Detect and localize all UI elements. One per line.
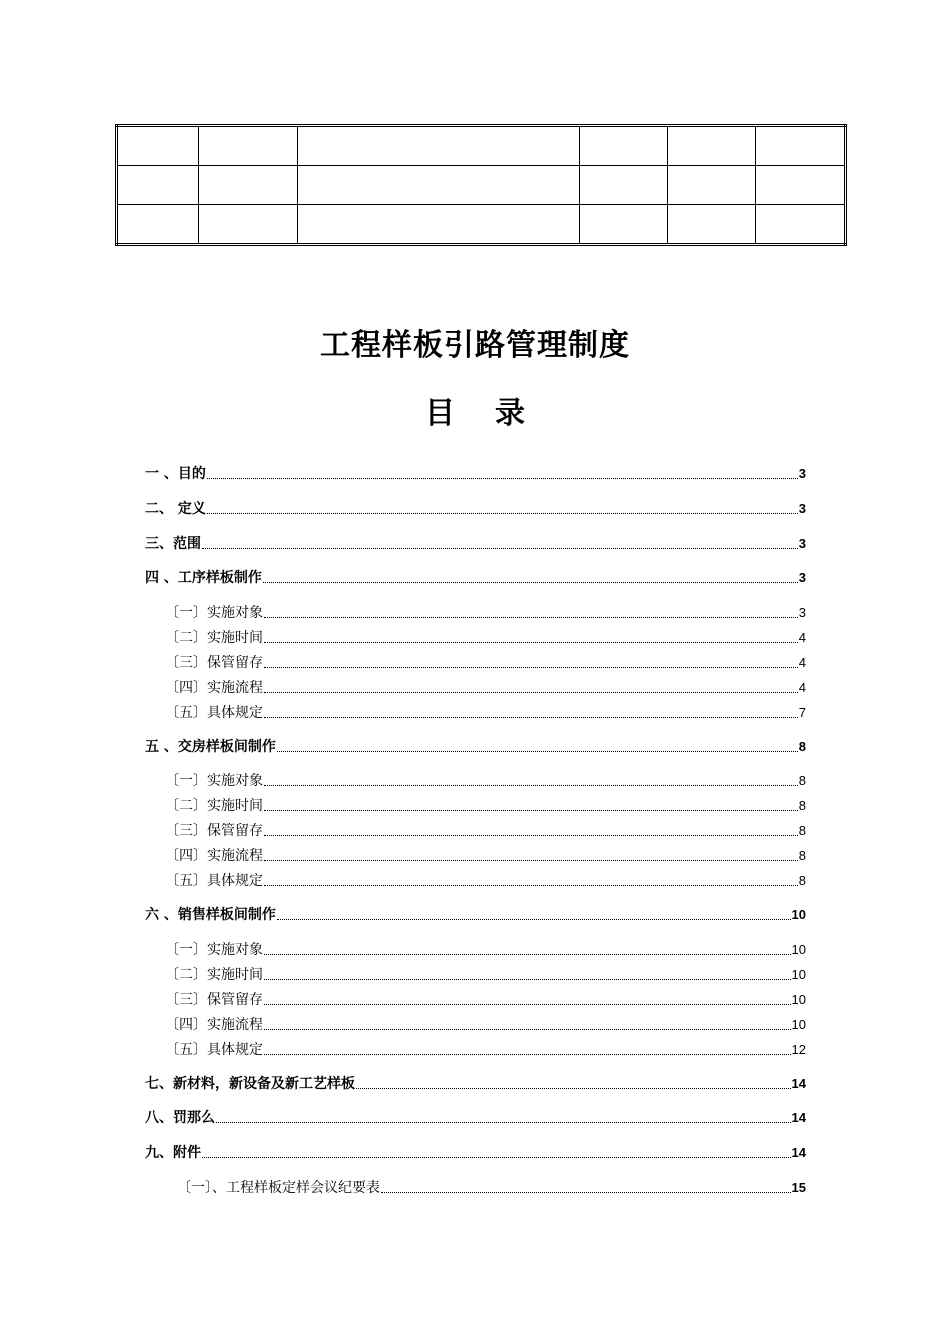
toc-entry[interactable]	[165, 964, 806, 984]
toc-page-number: 3	[798, 466, 806, 481]
toc-entry[interactable]	[145, 904, 806, 924]
toc-entry[interactable]	[165, 677, 806, 697]
toc-dot-leader	[264, 1053, 791, 1055]
toc-dot-leader	[264, 1028, 791, 1030]
toc-dot-leader	[264, 666, 798, 668]
toc-entry[interactable]	[145, 1142, 806, 1162]
toc-dot-leader	[263, 581, 798, 583]
toc-page-number: 4	[798, 630, 806, 645]
toc-entry-label: 〔二〕实施时间	[165, 630, 263, 646]
toc-entry-label: 〔一〕、工程样板定样会议纪要表	[177, 1180, 380, 1196]
toc-entry-label: 一 、目的	[145, 466, 206, 482]
toc-page-number: 4	[798, 655, 806, 670]
toc-page-number: 10	[791, 907, 806, 922]
toc-page-number: 10	[791, 942, 806, 957]
toc-entry-label: 二、 定义	[145, 501, 206, 517]
toc-entry-label: 〔四〕实施流程	[165, 1017, 263, 1033]
toc-dot-leader	[216, 1121, 791, 1123]
toc-entry-label: 四 、工序样板制作	[145, 570, 262, 586]
toc-page-number: 15	[791, 1180, 806, 1195]
toc-dot-leader	[277, 750, 798, 752]
toc-page-number: 8	[798, 739, 806, 754]
toc-dot-leader	[381, 1191, 791, 1193]
toc-page-number: 14	[791, 1110, 806, 1125]
toc-entry-label: 七、新材料，新设备及新工艺样板	[145, 1076, 355, 1092]
toc-dot-leader	[264, 691, 798, 693]
toc-dot-leader	[264, 716, 798, 718]
toc-entry-label: 〔三〕保管留存	[165, 992, 263, 1008]
toc-dot-leader	[264, 1003, 791, 1005]
toc-entry-label: 六 、销售样板间制作	[145, 907, 276, 923]
toc-page-number: 10	[791, 967, 806, 982]
toc-entry[interactable]	[145, 567, 806, 587]
toc-entry-label: 八、罚那么	[145, 1110, 215, 1126]
toc-dot-leader	[202, 1156, 791, 1158]
toc-entry-label: 〔五〕具体规定	[165, 873, 263, 889]
toc-dot-leader	[277, 918, 791, 920]
toc-page-number: 8	[798, 873, 806, 888]
toc-entry-label: 〔一〕实施对象	[165, 605, 263, 621]
toc-entry[interactable]	[145, 736, 806, 756]
toc-dot-leader	[264, 953, 791, 955]
toc-dot-leader	[264, 809, 798, 811]
toc-page-number: 10	[791, 1017, 806, 1032]
toc-dot-leader	[264, 978, 791, 980]
toc-entry[interactable]	[145, 1073, 806, 1093]
toc-page-number: 4	[798, 680, 806, 695]
toc-entry[interactable]	[165, 652, 806, 672]
toc-entry-label: 〔一〕实施对象	[165, 773, 263, 789]
toc-entry-label: 九、附件	[145, 1145, 201, 1161]
toc-page-number: 7	[798, 705, 806, 720]
toc-entry[interactable]	[165, 939, 806, 959]
toc-dot-leader	[356, 1087, 791, 1089]
toc-entry-label: 〔三〕保管留存	[165, 655, 263, 671]
toc-entry[interactable]	[165, 702, 806, 722]
toc-entry-label: 〔五〕具体规定	[165, 705, 263, 721]
toc-heading-char-1: 目	[425, 396, 455, 431]
toc-dot-leader	[207, 512, 798, 514]
toc-dot-leader	[264, 834, 798, 836]
toc-entry[interactable]	[177, 1177, 806, 1197]
toc-entry[interactable]	[165, 602, 806, 622]
toc-page-number: 8	[798, 798, 806, 813]
toc-entry-label: 〔三〕保管留存	[165, 823, 263, 839]
toc-dot-leader	[264, 784, 798, 786]
toc-entry-label: 〔一〕实施对象	[165, 942, 263, 958]
toc-entry[interactable]	[145, 1107, 806, 1127]
toc-entry-label: 〔五〕具体规定	[165, 1042, 263, 1058]
toc-dot-leader	[264, 884, 798, 886]
toc-entry[interactable]	[145, 533, 806, 553]
toc-entry-label: 〔二〕实施时间	[165, 967, 263, 983]
toc-page-number: 3	[798, 536, 806, 551]
toc-entry[interactable]	[165, 1014, 806, 1034]
toc-entry-label: 〔四〕实施流程	[165, 848, 263, 864]
toc-entry-label: 〔四〕实施流程	[165, 680, 263, 696]
toc-entry[interactable]	[165, 845, 806, 865]
toc-page-number: 8	[798, 848, 806, 863]
document-title: 工程样板引路管理制度	[320, 328, 630, 363]
toc-entry[interactable]	[165, 820, 806, 840]
toc-entry[interactable]	[165, 1039, 806, 1059]
toc-entry[interactable]	[165, 770, 806, 790]
toc-dot-leader	[264, 616, 798, 618]
toc-page-number: 8	[798, 773, 806, 788]
toc-page-number: 3	[798, 501, 806, 516]
toc-dot-leader	[202, 547, 798, 549]
toc-dot-leader	[264, 859, 798, 861]
toc-entry[interactable]	[165, 627, 806, 647]
toc-page-number: 3	[798, 605, 806, 620]
toc-page-number: 3	[798, 570, 806, 585]
toc-entry-label: 三、范围	[145, 536, 201, 552]
toc-entry[interactable]	[145, 498, 806, 518]
toc-entry[interactable]	[165, 870, 806, 890]
toc-entry[interactable]	[165, 989, 806, 1009]
toc-entry-label: 〔二〕实施时间	[165, 798, 263, 814]
toc-entry-label: 五 、交房样板间制作	[145, 739, 276, 755]
toc-entry[interactable]	[165, 795, 806, 815]
toc-page-number: 12	[791, 1042, 806, 1057]
toc-dot-leader	[264, 641, 798, 643]
toc-heading-char-2: 录	[495, 396, 525, 431]
toc-entry[interactable]	[145, 463, 806, 483]
toc-page-number: 8	[798, 823, 806, 838]
toc-page-number: 10	[791, 992, 806, 1007]
toc-dot-leader	[207, 477, 798, 479]
toc-page-number: 14	[791, 1145, 806, 1160]
toc-page-number: 14	[791, 1076, 806, 1091]
